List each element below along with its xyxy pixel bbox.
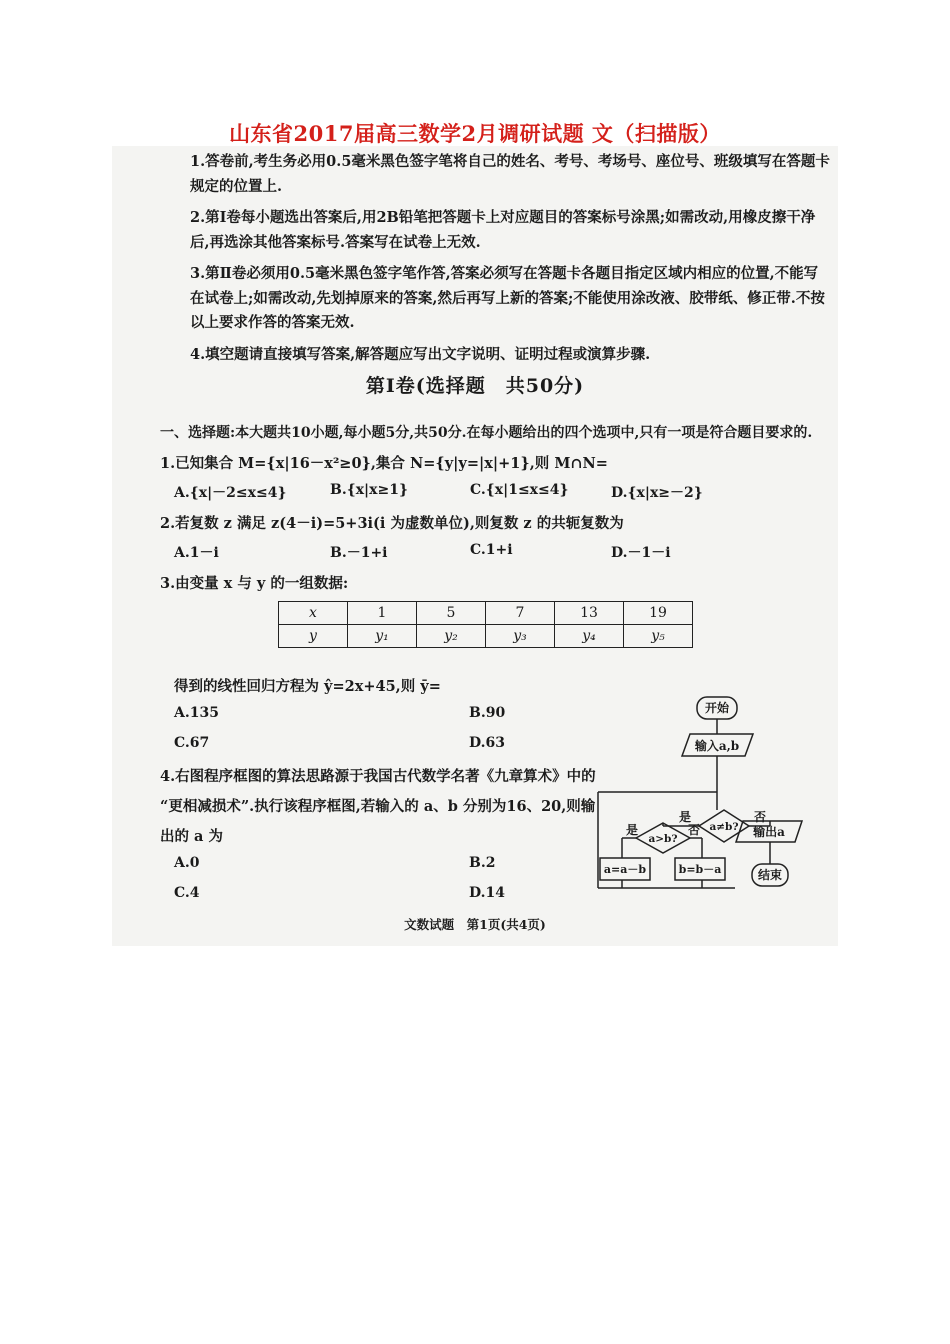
table-cell: y₁: [348, 625, 417, 648]
q3-option-d: D.63: [469, 735, 505, 751]
q1-option-a: A.{x|－2≤x≤4}: [174, 485, 287, 501]
flowchart-cond2-label: a>b?: [648, 833, 678, 845]
table-cell: y₄: [555, 625, 624, 648]
flowchart-output-label: 输出a: [753, 825, 785, 839]
table-cell: x: [279, 602, 348, 625]
flowchart-yes2-label: 是: [625, 823, 639, 837]
q4-option-d: D.14: [469, 885, 505, 901]
data-table: [278, 601, 693, 648]
q4-option-c: C.4: [174, 885, 200, 901]
flowchart-no2-label: 否: [687, 823, 701, 837]
table-cell: 1: [348, 602, 417, 625]
exam-notes: [190, 150, 830, 374]
q1-option-b: B.{x|x≥1}: [330, 482, 408, 498]
table-cell: 5: [417, 602, 486, 625]
question-4-stem-line-1: 4.右图程序框图的算法思路源于我国古代数学名著《九章算术》中的: [160, 768, 596, 785]
q2-option-c: C.1+i: [470, 542, 513, 558]
q2-option-a: A.1－i: [174, 545, 219, 561]
note-2: 2.第Ⅰ卷每小题选出答案后,用2B铅笔把答题卡上对应题目的答案标号涂黑;如需改动,用橡皮擦干净后,再选涂其他答案标号.答案写在试卷上无效.: [190, 209, 816, 251]
table-cell: y₂: [417, 625, 486, 648]
flowchart-cond1-label: a≠b?: [709, 821, 739, 833]
q1-option-d: D.{x|x≥－2}: [611, 485, 703, 501]
q2-option-b: B.－1+i: [330, 545, 388, 561]
q1-option-c: C.{x|1≤x≤4}: [470, 482, 569, 498]
table-row-x: [279, 602, 693, 625]
flowchart-no1-label: 否: [753, 810, 767, 824]
note-1: 1.答卷前,考生务必用0.5毫米黑色签字笔将自己的姓名、考号、考场号、座位号、班级填写在答题卡规定的位置上.: [190, 153, 830, 195]
table-cell: y₅: [624, 625, 693, 648]
table-cell: 13: [555, 602, 624, 625]
table-cell: y: [279, 625, 348, 648]
flowchart-yes1-label: 是: [678, 810, 692, 824]
q4-option-a: A.0: [174, 855, 200, 871]
question-3-stem: 3.由变量 x 与 y 的一组数据:: [160, 575, 349, 592]
flowchart-start-label: 开始: [704, 701, 730, 715]
q3-option-c: C.67: [174, 735, 210, 751]
note-4: 4.填空题请直接填写答案,解答题应写出文字说明、证明过程或演算步骤.: [190, 345, 651, 363]
question-1-stem: 1.已知集合 M={x|16－x²≥0},集合 N={y|y=|x|+1},则 M∩N=: [160, 455, 608, 472]
question-2-stem: 2.若复数 z 满足 z(4－i)=5+3i(i 为虚数单位),则复数 z 的共轭复数为: [160, 515, 624, 532]
question-4-stem-line-2: “更相减损术”.执行该程序框图,若输入的 a、b 分别为16、20,则输: [160, 798, 596, 815]
flowchart-end-label: 结束: [757, 868, 783, 882]
note-3: 3.第Ⅱ卷必须用0.5毫米黑色签字笔作答,答案必须写在答题卡各题目指定区域内相应的位置,不能写在试卷上;如需改动,先划掉原来的答案,然后再写上新的答案;不能使用涂改液、胶带纸、修正带.不按以上要求作答的答案无效.: [190, 265, 825, 331]
section-title: 第Ⅰ卷(选择题 共50分): [365, 375, 585, 397]
q3-regression-line: 得到的线性回归方程为 ŷ=2x+45,则 ȳ=: [174, 678, 441, 695]
question-4-stem-line-3: 出的 a 为: [160, 828, 223, 845]
table-cell: 7: [486, 602, 555, 625]
q3-option-b: B.90: [469, 705, 506, 721]
program-flowchart: [590, 692, 820, 902]
q3-option-a: A.135: [174, 705, 219, 721]
table-row-y: [279, 625, 693, 648]
flowchart-assign-b-label: b=b－a: [678, 863, 722, 876]
q2-option-d: D.－1－i: [611, 545, 671, 561]
page-title: 山东省2017届高三数学2月调研试题 文（扫描版）: [229, 121, 721, 146]
table-cell: 19: [624, 602, 693, 625]
table-cell: y₃: [486, 625, 555, 648]
flowchart-assign-a-label: a=a－b: [603, 863, 647, 876]
part-instructions: 一、选择题:本大题共10小题,每小题5分,共50分.在每小题给出的四个选项中,只有一项是符合题目要求的.: [160, 425, 813, 441]
page-footer: 文数试题 第1页(共4页): [404, 917, 546, 932]
q4-option-b: B.2: [469, 855, 496, 871]
flowchart-input-label: 输入a,b: [694, 739, 740, 753]
